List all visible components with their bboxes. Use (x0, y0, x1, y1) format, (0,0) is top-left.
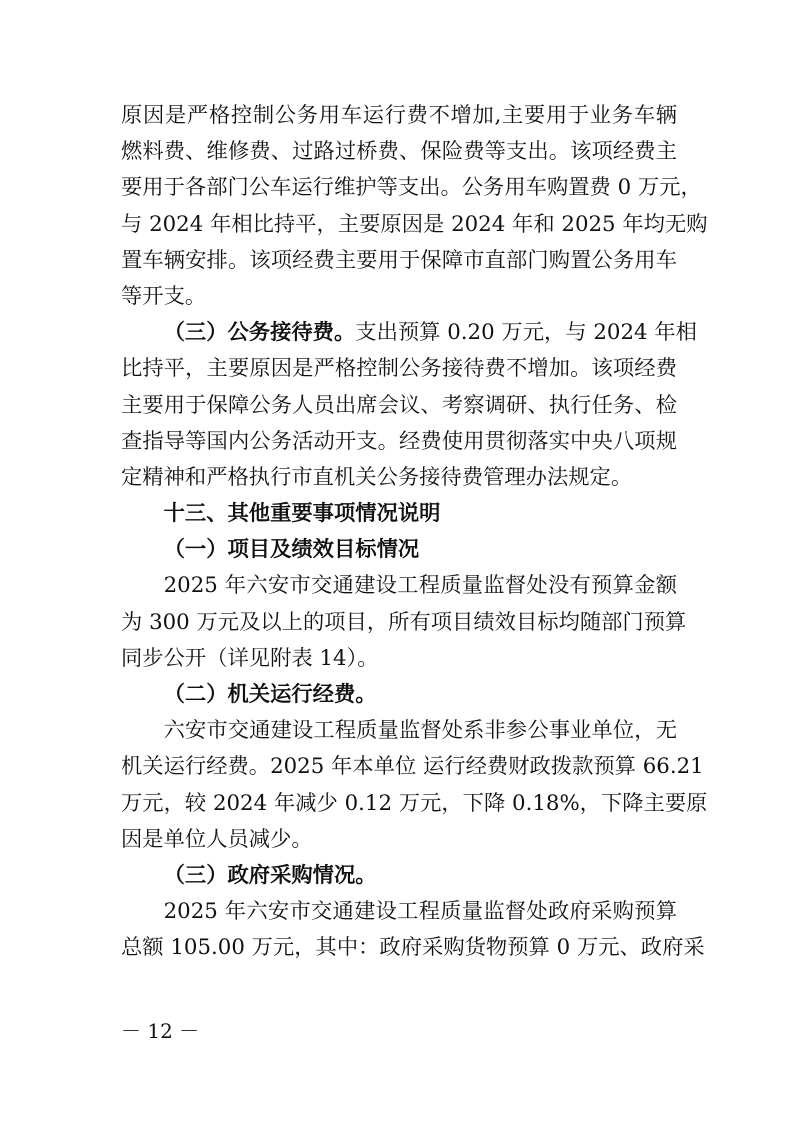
reception-expense-paragraph (121, 315, 697, 351)
section-heading: 十三、其他重要事项情况说明 (163, 501, 441, 527)
reception-expense-text: 支出预算 0.20 万元，与 2024 年相 (355, 320, 697, 346)
paragraph-line: 因是单位人员减少。 (121, 826, 313, 852)
paragraph-line: 万元，较 2024 年减少 0.12 万元，下降 0.18%，下降主要原 (121, 790, 708, 816)
paragraph-line: 六安市交通建设工程质量监督处系非参公事业单位，无 (163, 718, 677, 744)
paragraph-line: 主要用于保障公务人员出席会议、考察调研、执行任务、检 (121, 392, 677, 418)
paragraph-line: 查指导等国内公务活动开支。经费使用贯彻落实中央八项规 (121, 428, 677, 454)
paragraph-line: 同步公开（详见附表 14）。 (121, 645, 379, 671)
paragraph-line: 置车辆安排。该项经费主要用于保障市直部门购置公务用车 (121, 247, 677, 273)
paragraph-line: 总额 105.00 万元，其中：政府采购货物预算 0 万元、政府采 (121, 935, 705, 961)
paragraph-line: 与 2024 年相比持平，主要原因是 2024 年和 2025 年均无购 (121, 211, 708, 237)
paragraph-line: 2025 年六安市交通建设工程质量监督处没有预算金额 (163, 573, 677, 599)
paragraph-line: 机关运行经费。2025 年本单位 运行经费财政拨款预算 66.21 (121, 754, 704, 780)
paragraph-line: 等开支。 (121, 283, 207, 309)
subsection-heading: （一）项目及绩效目标情况 (163, 537, 420, 563)
paragraph-line: 比持平，主要原因是严格控制公务接待费不增加。该项经费 (121, 356, 677, 382)
paragraph-line: 要用于各部门公车运行维护等支出。公务用车购置费 0 万元， (121, 175, 702, 201)
document-body (121, 98, 708, 967)
reception-expense-heading: （三）公务接待费。 (163, 320, 356, 346)
paragraph-line: 为 300 万元及以上的项目，所有项目绩效目标均随部门预算 (121, 609, 687, 635)
subsection-heading: （二）机关运行经费。 (163, 682, 377, 707)
paragraph-line: 2025 年六安市交通建设工程质量监督处政府采购预算 (163, 899, 677, 925)
subsection-heading: （三）政府采购情况。 (163, 862, 377, 888)
page-number: － 12 － (121, 1019, 200, 1043)
paragraph-line: 定精神和严格执行市直机关公务接待费管理办法规定。 (121, 464, 633, 490)
paragraph-line: 燃料费、维修费、过路过桥费、保险费等支出。该项经费主 (121, 139, 677, 165)
paragraph-line: 原因是严格控制公务用车运行费不增加,主要用于业务车辆 (121, 103, 677, 128)
